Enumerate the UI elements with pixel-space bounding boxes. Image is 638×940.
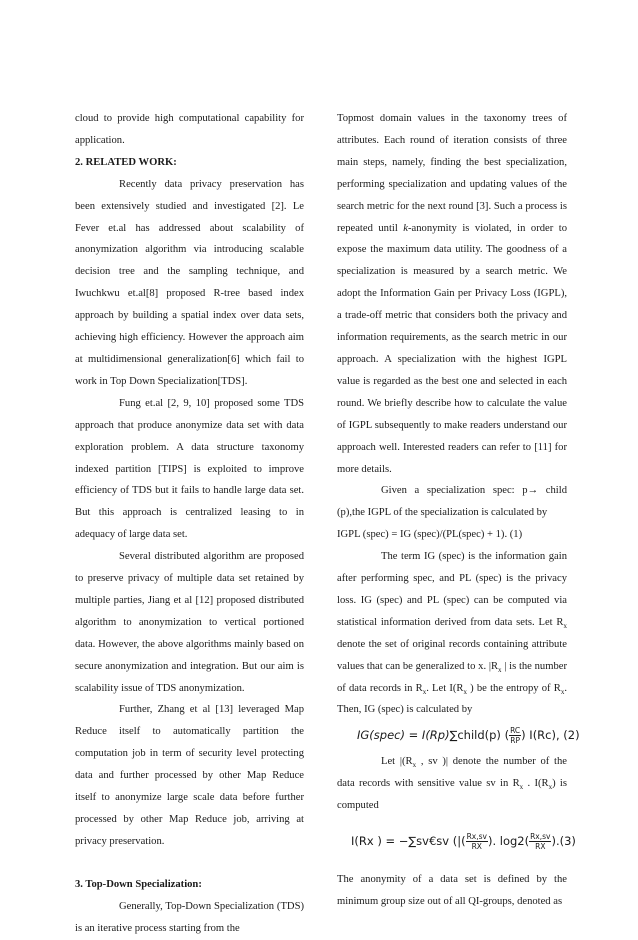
eq3-fraction-2	[529, 832, 551, 851]
subscript: x	[519, 783, 524, 792]
eq2-paren-close: )	[521, 728, 526, 743]
anonymity-paragraph: The anonymity of a data set is defined by the minimum group size out of all QI-groups, denoted as	[337, 873, 567, 907]
text-run: ) is computed	[337, 778, 567, 812]
ig-pl-paragraph	[337, 546, 567, 721]
subscript: x	[560, 687, 565, 696]
text-run: | is the number of data records in R	[337, 660, 567, 694]
eq2-tail: I(Rc), (2)	[525, 728, 580, 743]
fraction-numerator: Rx,sv	[466, 832, 487, 841]
equation-1: IGPL (spec) = IG (spec)/(PL(spec) + 1). (1)	[337, 529, 523, 541]
text-run: denote the set of original records containing attribute values that can be generalized to x. |R	[337, 638, 567, 672]
fraction-numerator: RC	[510, 726, 521, 736]
related-work-paragraph-2: Fung et.al [2, 9, 10] proposed some TDS approach that produce anonymize data set with data exploration problem. A data structure taxonomy indexed partition [TIPS] is exploited to improve efficiency of TDS but it fails to handle large data set. But this approach is centralized leasing to in adequacy of large data set.	[75, 397, 304, 541]
tds-heading: 3. Top-Down Specialization:	[75, 878, 202, 890]
text-run: , sv )| denote the number of the data records with sensitive value sv in R	[337, 756, 567, 790]
subscript: x	[563, 621, 567, 630]
section-spacer	[75, 853, 304, 874]
eq2-fraction	[509, 726, 521, 745]
left-column	[75, 108, 304, 940]
text-run: . Then, IG (spec) is calculated by	[337, 682, 567, 716]
subscript: x	[422, 687, 427, 696]
eq2-term: I(Rp)	[421, 728, 450, 743]
igpl-intro-paragraph: Given a specialization spec: p→ child (p),the IGPL of the specialization is calculated by	[337, 485, 567, 519]
eq2-sum: ∑child(p)	[449, 728, 505, 743]
subscript: x	[548, 783, 553, 792]
sensitive-value-paragraph	[337, 751, 567, 817]
eq3-mid: ). log2(	[487, 834, 530, 848]
related-work-heading: 2. RELATED WORK:	[75, 156, 177, 168]
related-work-paragraph-1: Recently data privacy preservation has been extensively studied and investigated [2]. Le Fever et.al has addressed about scalability of anonymization algorithm via introducing scalable decision tree and the sampling technique, and Iwuchkwu et.al[8] proposed R-tree based index approach by building a spatial index over data sets, achieving high efficiency. However the approach aim at multidimensional generalization[6] which fail to work in Top Down Specialization[TDS].	[75, 178, 304, 387]
equation-3	[351, 831, 576, 853]
text-run: . Let I(R	[426, 682, 464, 694]
tds-description-paragraph	[337, 108, 567, 480]
related-work-paragraph-4: Further, Zhang et al [13] leveraged Map Reduce itself to automatically partition the computation job in term of security level protecting data and further processed by other Map Reduce itself to anonymize large scale data before further processed by other Map Reduce job, arriving at privacy preservation.	[75, 704, 304, 847]
fraction-numerator: Rx,sv	[530, 832, 551, 841]
text-run: . I(R	[523, 778, 549, 790]
equation-2	[357, 725, 580, 747]
tds-paragraph: Generally, Top-Down Specialization (TDS) is an iterative process starting from the	[75, 900, 304, 934]
text-run: ) be the entropy of R	[466, 682, 561, 694]
fraction-denominator: RX	[535, 842, 546, 851]
fraction-denominator: RX	[471, 842, 482, 851]
eq3-lhs: I(Rx ) = −∑sv€sv (|(	[351, 834, 466, 848]
eq3-tail: ).(3)	[551, 834, 576, 848]
fraction-denominator: RP	[510, 736, 520, 746]
eq2-lhs: IG(spec)	[357, 728, 405, 743]
eq3-fraction-1	[466, 832, 488, 851]
text-run: Let |(R	[381, 756, 413, 768]
subscript: x	[463, 687, 467, 696]
text-run: Topmost domain values in the taxonomy trees of attributes. Each round of iteration consists of three main steps, namely, finding the best specialization, performing specialization and updating values of the search metric for the next round [3]. Such a process is repeated until	[337, 113, 567, 234]
related-work-paragraph-3: Several distributed algorithm are proposed to preserve privacy of multiple data set retained by multiple parties, Jiang et al [12] proposed distributed algorithm to anonymization to vertical portioned data. However, the above algorithms mainly based on secure anonymization and integration. But our aim is scalability issue of TDS anonymization.	[75, 551, 304, 694]
eq2-paren-open: (	[504, 728, 510, 743]
eq2-equals: =	[404, 728, 422, 743]
text-run: -anonymity is violated, in order to expose the maximum data utility. The goodness of a specialization is measured by a search metric. We adopt the Information Gain per Privacy Loss (IGPL), a trade-off metric that considers both the privacy and information requirements, as the search metric in our approach. A specialization with the highest IGPL value is regarded as the best one and selected in each round. We briefly describe how to calculate the value of IGPL subsequently to make readers understand our approach well. Interested readers can refer to [11] for more details.	[337, 222, 567, 475]
subscript: x	[412, 761, 417, 770]
text-run: The term IG (spec) is the information gain after performing spec, and PL (spec) is the privacy loss. IG (spec) and PL (spec) can be computed via statistical information derived from data sets. Let R	[337, 551, 567, 628]
subscript: x	[498, 665, 502, 674]
k-symbol: k	[403, 222, 408, 234]
left-paragraph-intro: cloud to provide high computational capability for application.	[75, 113, 304, 146]
right-column	[337, 108, 580, 913]
